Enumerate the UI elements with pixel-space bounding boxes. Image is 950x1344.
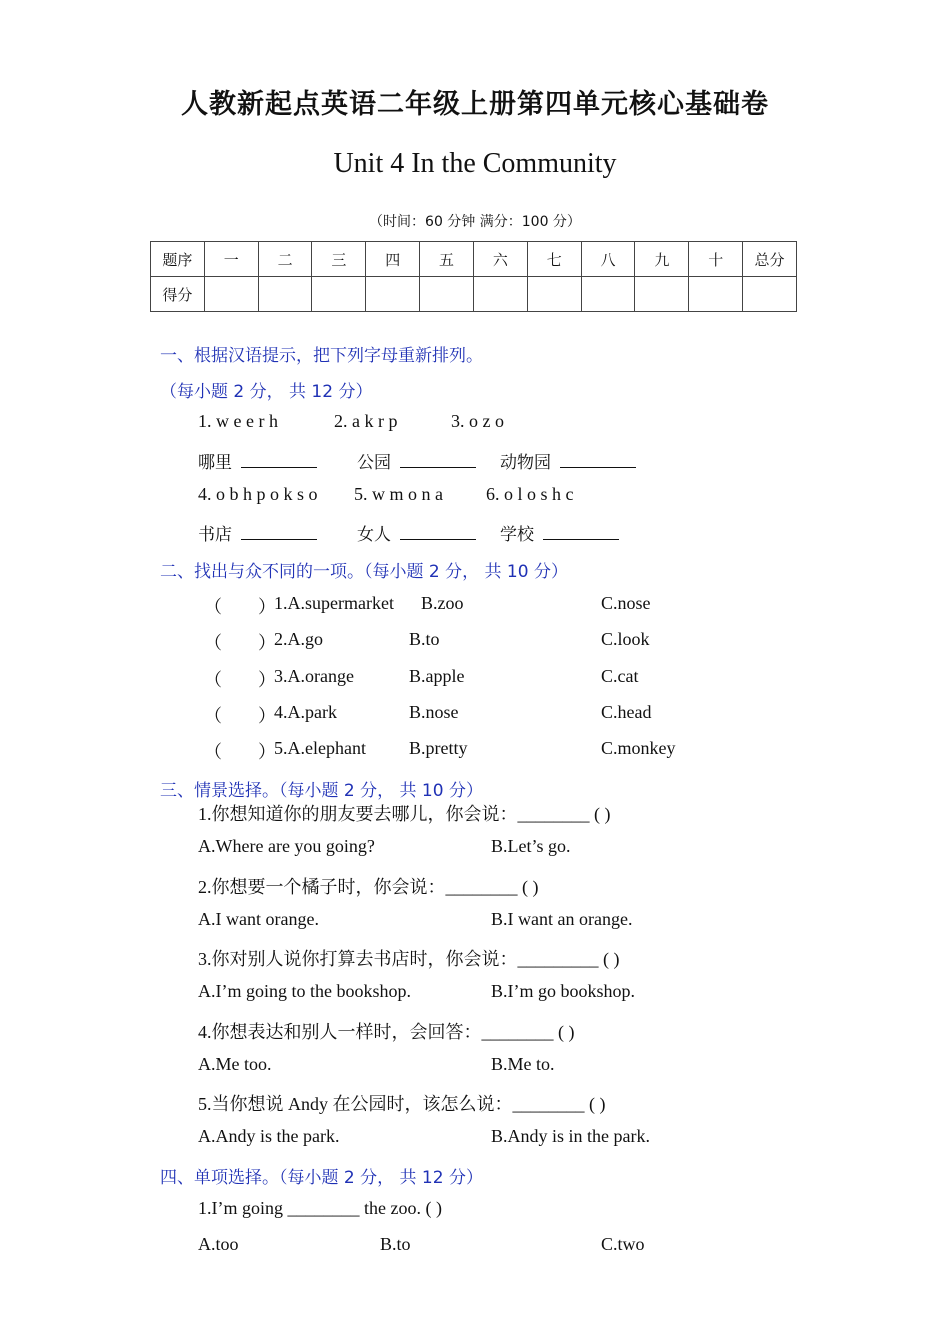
answer-line: [198, 520, 317, 545]
option-a: 3.A.orange: [274, 666, 354, 686]
answer-line: [500, 448, 636, 473]
section-4-heading: 四、单项选择。（每小题 2 分， 共 12 分）: [160, 1168, 483, 1188]
option-c: C.two: [601, 1234, 645, 1254]
option-a: A.I want orange.: [198, 909, 319, 929]
score-table-header: 九: [635, 242, 689, 277]
answer-paren[interactable]: （ ）: [204, 633, 276, 653]
answer-blank[interactable]: [241, 523, 317, 540]
option-b: B.Let’s go.: [491, 836, 571, 856]
hint-text: 哪里: [198, 453, 232, 473]
answer-line: [357, 520, 476, 545]
section-1-heading: 一、根据汉语提示，把下列字母重新排列。: [160, 346, 483, 366]
section-2-heading: 二、找出与众不同的一项。（每小题 2 分， 共 10 分）: [160, 562, 568, 582]
score-cell[interactable]: [527, 277, 581, 312]
option-b: B.nose: [409, 702, 459, 722]
unit-subtitle: Unit 4 In the Community: [333, 148, 617, 179]
question-text: 5.当你想说 Andy 在公园时，该怎么说：________ ( ): [198, 1094, 606, 1114]
time-and-score-info: （时间：60 分钟 满分：100 分）: [369, 214, 581, 230]
option-b: B.zoo: [421, 593, 464, 613]
answer-blank[interactable]: [560, 451, 636, 468]
question-text: 2.你想要一个橘子时，你会说：________ ( ): [198, 877, 539, 897]
option-c: C.head: [601, 702, 652, 722]
scramble-item: 4. o b h p o k s o: [198, 484, 318, 504]
answer-blank[interactable]: [400, 451, 476, 468]
option-b: B.to: [409, 629, 440, 649]
score-table-header: 五: [420, 242, 474, 277]
option-a: A.Where are you going?: [198, 836, 375, 856]
answer-line: [500, 520, 619, 545]
question-text: 4.你想表达和别人一样时，会回答：________ ( ): [198, 1022, 575, 1042]
score-table-header: 二: [258, 242, 312, 277]
score-table-header: 总分: [743, 242, 797, 277]
answer-line: [198, 448, 317, 473]
question-text: 1.你想知道你的朋友要去哪儿，你会说：________ ( ): [198, 804, 611, 824]
option-a: 1.A.supermarket: [274, 593, 394, 613]
answer-line: [357, 448, 476, 473]
question-text: 3.你对别人说你打算去书店时，你会说：_________ ( ): [198, 949, 620, 969]
option-a: A.Andy is the park.: [198, 1126, 340, 1146]
score-table: [150, 241, 797, 312]
score-row-label: 得分: [151, 277, 205, 312]
score-table-header: 八: [581, 242, 635, 277]
answer-blank[interactable]: [400, 523, 476, 540]
score-table-score-row: [151, 277, 797, 312]
section-3-heading: 三、情景选择。（每小题 2 分， 共 10 分）: [160, 781, 483, 801]
option-a: A.I’m going to the bookshop.: [198, 981, 411, 1001]
hint-text: 女人: [357, 525, 391, 545]
answer-paren[interactable]: （ ）: [204, 742, 276, 762]
scramble-item: 1. w e e r h: [198, 411, 278, 431]
score-table-header: 三: [312, 242, 366, 277]
hint-text: 书店: [198, 525, 232, 545]
option-c: C.nose: [601, 593, 651, 613]
score-cell[interactable]: [473, 277, 527, 312]
score-cell[interactable]: [258, 277, 312, 312]
score-table-header: 一: [204, 242, 258, 277]
score-cell[interactable]: [635, 277, 689, 312]
option-b: B.pretty: [409, 738, 468, 758]
score-cell[interactable]: [312, 277, 366, 312]
score-table-header: 题序: [151, 242, 205, 277]
answer-paren[interactable]: （ ）: [204, 670, 276, 690]
option-c: C.look: [601, 629, 650, 649]
answer-blank[interactable]: [241, 451, 317, 468]
scramble-item: 5. w m o n a: [354, 484, 443, 504]
scramble-item: 3. o z o: [451, 411, 504, 431]
option-b: B.to: [380, 1234, 411, 1254]
option-b: B.Me to.: [491, 1054, 555, 1074]
option-b: B.Andy is in the park.: [491, 1126, 650, 1146]
section-1-note: （每小题 2 分， 共 12 分）: [160, 382, 373, 402]
score-table-header: 七: [527, 242, 581, 277]
option-c: C.cat: [601, 666, 639, 686]
scramble-item: 6. o l o s h c: [486, 484, 574, 504]
option-b: B.I want an orange.: [491, 909, 633, 929]
score-cell[interactable]: [204, 277, 258, 312]
option-a: 2.A.go: [274, 629, 323, 649]
option-b: B.apple: [409, 666, 465, 686]
hint-text: 学校: [500, 525, 534, 545]
score-table-header: 四: [366, 242, 420, 277]
option-c: C.monkey: [601, 738, 676, 758]
question-text: 1.I’m going ________ the zoo. ( ): [198, 1198, 442, 1218]
option-a: 5.A.elephant: [274, 738, 366, 758]
score-cell[interactable]: [420, 277, 474, 312]
answer-paren[interactable]: （ ）: [204, 706, 276, 726]
score-cell[interactable]: [366, 277, 420, 312]
option-a: A.Me too.: [198, 1054, 272, 1074]
score-cell[interactable]: [689, 277, 743, 312]
score-cell[interactable]: [743, 277, 797, 312]
page-title: 人教新起点英语二年级上册第四单元核心基础卷: [181, 89, 769, 120]
score-cell[interactable]: [581, 277, 635, 312]
option-a: 4.A.park: [274, 702, 337, 722]
hint-text: 公园: [357, 453, 391, 473]
answer-paren[interactable]: （ ）: [204, 597, 276, 617]
answer-blank[interactable]: [543, 523, 619, 540]
scramble-item: 2. a k r p: [334, 411, 398, 431]
option-a: A.too: [198, 1234, 239, 1254]
score-table-header: 十: [689, 242, 743, 277]
score-table-header: 六: [473, 242, 527, 277]
hint-text: 动物园: [500, 453, 551, 473]
option-b: B.I’m go bookshop.: [491, 981, 635, 1001]
score-table-header-row: [151, 242, 797, 277]
